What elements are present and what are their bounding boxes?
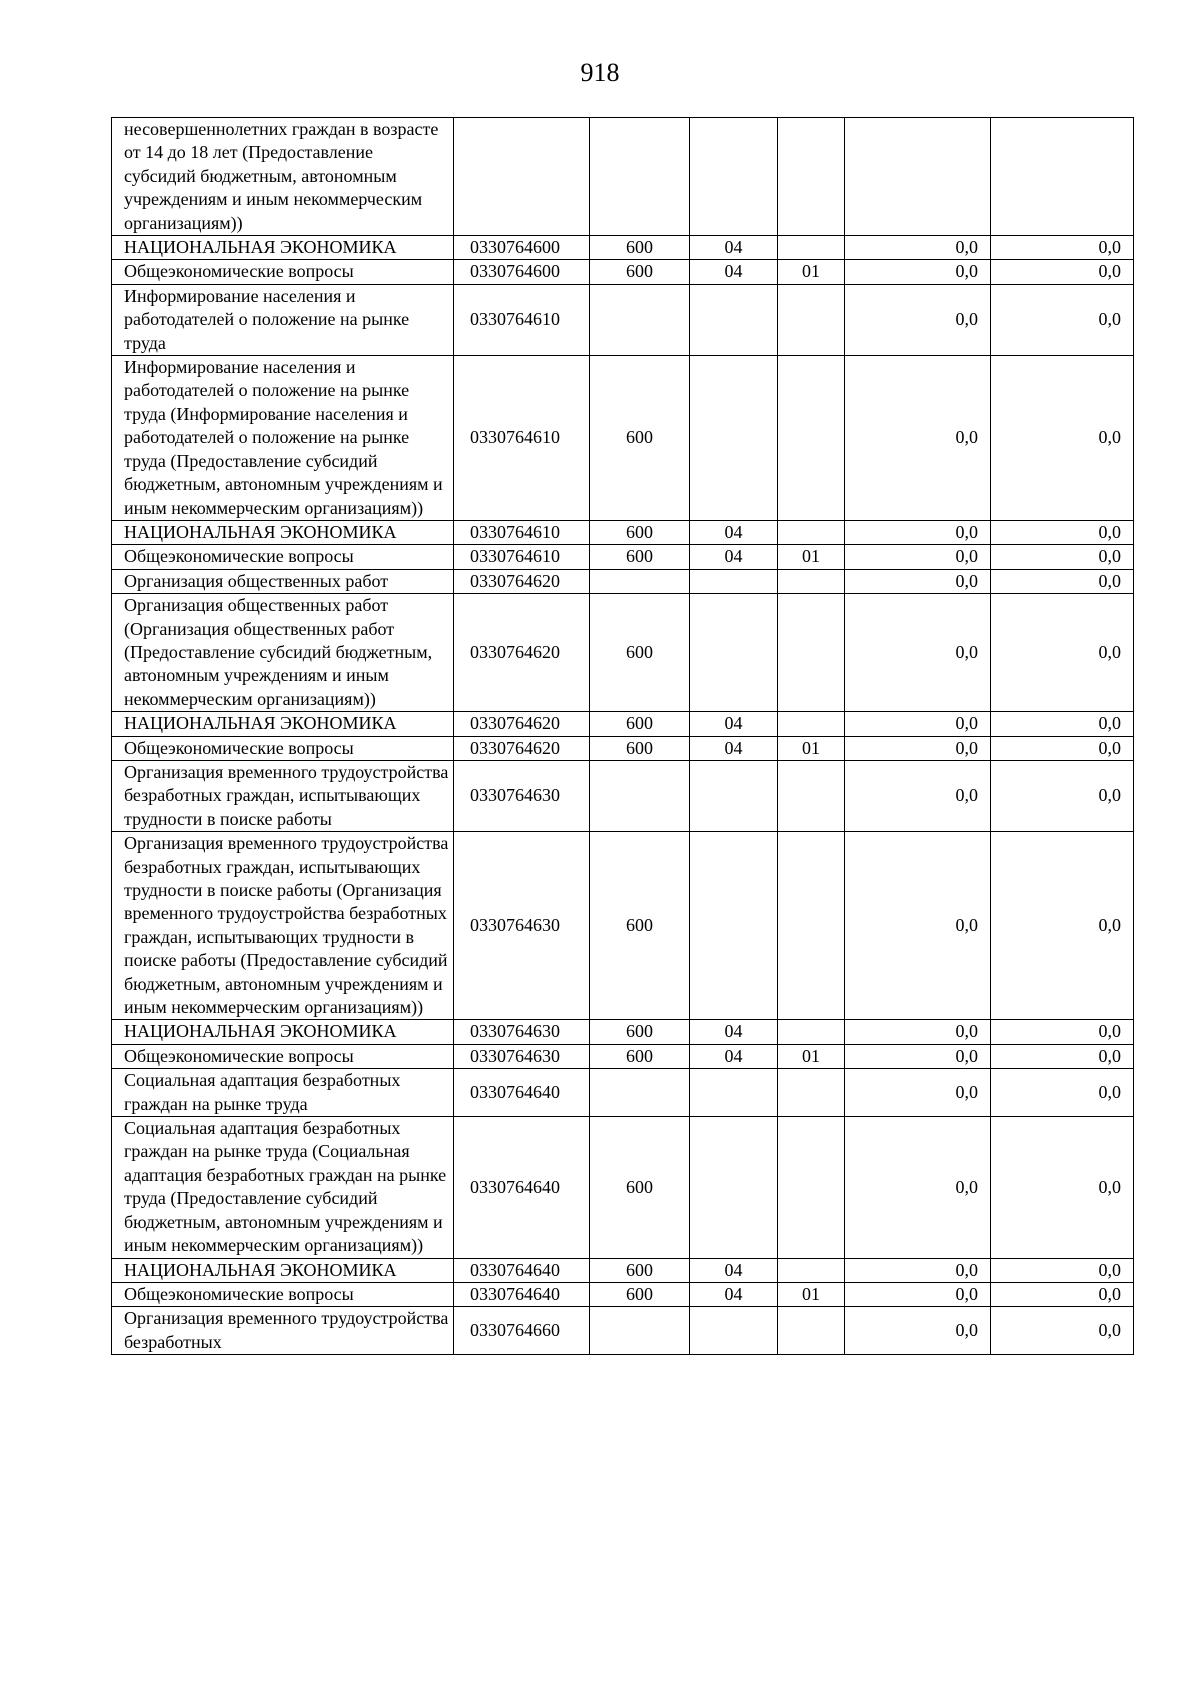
cell-amount-2: 0,0 (991, 1020, 1134, 1044)
cell-section (690, 760, 778, 831)
cell-amount-2: 0,0 (991, 569, 1134, 593)
cell-name: Организация общественных работ (Организация общественных работ (Предоставление субсидий бюджетным, автономным учреждениям и иным некоммерческим организациям)) (112, 594, 454, 712)
cell-amount-2: 0,0 (991, 1117, 1134, 1258)
cell-subsection (778, 1020, 845, 1044)
cell-name: Общеэкономические вопросы (112, 545, 454, 569)
table-row (112, 284, 1134, 355)
table-row (112, 1307, 1134, 1355)
cell-name: Информирование населения и работодателей о положение на рынке труда (Информирование населения и работодателей о положение на рынке труда (Предоставление субсидий бюджетным, автономным учреждениям и иным некоммерческим организациям)) (112, 356, 454, 521)
cell-target-code: 0330764640 (454, 1117, 590, 1258)
cell-section (690, 594, 778, 712)
cell-expense-type: 600 (590, 712, 690, 736)
cell-amount-1: 0,0 (845, 284, 991, 355)
cell-expense-type: 600 (590, 1282, 690, 1306)
cell-amount-2: 0,0 (991, 284, 1134, 355)
cell-amount-1: 0,0 (845, 832, 991, 1020)
cell-expense-type (590, 569, 690, 593)
table-row (112, 736, 1134, 760)
table-body (112, 118, 1134, 1355)
table-row (112, 236, 1134, 260)
cell-subsection: 01 (778, 736, 845, 760)
cell-amount-1: 0,0 (845, 545, 991, 569)
cell-amount-2: 0,0 (991, 236, 1134, 260)
cell-name: Социальная адаптация безработных граждан на рынке труда (112, 1069, 454, 1117)
budget-table (111, 117, 1134, 1355)
cell-subsection (778, 594, 845, 712)
cell-amount-1: 0,0 (845, 736, 991, 760)
cell-target-code: 0330764600 (454, 236, 590, 260)
cell-amount-1: 0,0 (845, 1307, 991, 1355)
cell-expense-type: 600 (590, 236, 690, 260)
cell-amount-2: 0,0 (991, 1044, 1134, 1068)
cell-name: Общеэкономические вопросы (112, 1044, 454, 1068)
cell-amount-1: 0,0 (845, 1117, 991, 1258)
cell-expense-type: 600 (590, 520, 690, 544)
cell-target-code: 0330764610 (454, 284, 590, 355)
cell-target-code: 0330764640 (454, 1069, 590, 1117)
page-number: 918 (580, 58, 620, 87)
cell-subsection (778, 1307, 845, 1355)
cell-target-code: 0330764630 (454, 760, 590, 831)
cell-amount-2: 0,0 (991, 356, 1134, 521)
cell-name: Общеэкономические вопросы (112, 736, 454, 760)
cell-expense-type: 600 (590, 545, 690, 569)
cell-target-code: 0330764640 (454, 1258, 590, 1282)
cell-amount-1 (845, 118, 991, 236)
cell-expense-type: 600 (590, 594, 690, 712)
table-row (112, 594, 1134, 712)
cell-section (690, 1307, 778, 1355)
cell-section: 04 (690, 712, 778, 736)
cell-name: НАЦИОНАЛЬНАЯ ЭКОНОМИКА (112, 1020, 454, 1044)
cell-expense-type (590, 1307, 690, 1355)
cell-section (690, 1117, 778, 1258)
cell-section (690, 832, 778, 1020)
cell-target-code: 0330764610 (454, 545, 590, 569)
cell-amount-2: 0,0 (991, 1258, 1134, 1282)
cell-target-code: 0330764620 (454, 594, 590, 712)
cell-expense-type: 600 (590, 736, 690, 760)
cell-target-code: 0330764610 (454, 520, 590, 544)
cell-target-code: 0330764620 (454, 569, 590, 593)
cell-amount-1: 0,0 (845, 520, 991, 544)
table-row (112, 712, 1134, 736)
cell-target-code: 0330764630 (454, 1044, 590, 1068)
table-row (112, 1044, 1134, 1068)
cell-section (690, 284, 778, 355)
cell-amount-2: 0,0 (991, 832, 1134, 1020)
cell-amount-1: 0,0 (845, 760, 991, 831)
cell-subsection (778, 832, 845, 1020)
cell-subsection (778, 118, 845, 236)
cell-amount-2: 0,0 (991, 1282, 1134, 1306)
cell-name: НАЦИОНАЛЬНАЯ ЭКОНОМИКА (112, 1258, 454, 1282)
cell-amount-2: 0,0 (991, 1069, 1134, 1117)
cell-amount-1: 0,0 (845, 1258, 991, 1282)
cell-name: Общеэкономические вопросы (112, 1282, 454, 1306)
cell-target-code: 0330764610 (454, 356, 590, 521)
cell-section (690, 118, 778, 236)
table-row (112, 545, 1134, 569)
cell-amount-1: 0,0 (845, 594, 991, 712)
table-row (112, 118, 1134, 236)
cell-subsection (778, 760, 845, 831)
cell-subsection: 01 (778, 545, 845, 569)
cell-amount-2: 0,0 (991, 594, 1134, 712)
cell-target-code: 0330764630 (454, 832, 590, 1020)
cell-target-code: 0330764620 (454, 712, 590, 736)
cell-section (690, 569, 778, 593)
cell-amount-1: 0,0 (845, 1069, 991, 1117)
cell-amount-1: 0,0 (845, 260, 991, 284)
cell-name: Организация временного трудоустройства безработных граждан, испытывающих трудности в поиске работы (Организация временного трудоустройства безработных граждан, испытывающих трудности в поиске работы (Предоставление субсидий бюджетным, автономным учреждениям и иным некоммерческим организациям)) (112, 832, 454, 1020)
cell-section: 04 (690, 236, 778, 260)
cell-target-code (454, 118, 590, 236)
cell-name: несовершеннолетних граждан в возрасте от 14 до 18 лет (Предоставление субсидий бюджетным, автономным учреждениям и иным некоммерческим организациям)) (112, 118, 454, 236)
cell-section: 04 (690, 1020, 778, 1044)
cell-name: Общеэкономические вопросы (112, 260, 454, 284)
cell-amount-1: 0,0 (845, 1020, 991, 1044)
cell-amount-2: 0,0 (991, 545, 1134, 569)
cell-expense-type (590, 284, 690, 355)
table-row (112, 260, 1134, 284)
cell-amount-2: 0,0 (991, 1307, 1134, 1355)
cell-amount-2 (991, 118, 1134, 236)
cell-name: НАЦИОНАЛЬНАЯ ЭКОНОМИКА (112, 236, 454, 260)
cell-subsection (778, 520, 845, 544)
cell-name: Организация временного трудоустройства безработных (112, 1307, 454, 1355)
cell-subsection: 01 (778, 1282, 845, 1306)
cell-subsection: 01 (778, 1044, 845, 1068)
cell-name: НАЦИОНАЛЬНАЯ ЭКОНОМИКА (112, 520, 454, 544)
table-row (112, 1020, 1134, 1044)
cell-section: 04 (690, 1044, 778, 1068)
cell-target-code: 0330764620 (454, 736, 590, 760)
cell-expense-type (590, 760, 690, 831)
cell-subsection (778, 712, 845, 736)
cell-amount-2: 0,0 (991, 736, 1134, 760)
cell-target-code: 0330764600 (454, 260, 590, 284)
cell-amount-1: 0,0 (845, 1282, 991, 1306)
cell-section (690, 356, 778, 521)
cell-section: 04 (690, 1258, 778, 1282)
table-row (112, 832, 1134, 1020)
cell-amount-1: 0,0 (845, 1044, 991, 1068)
table-row (112, 520, 1134, 544)
table-row (112, 1282, 1134, 1306)
cell-target-code: 0330764640 (454, 1282, 590, 1306)
cell-subsection (778, 569, 845, 593)
cell-amount-2: 0,0 (991, 712, 1134, 736)
cell-subsection (778, 1258, 845, 1282)
cell-expense-type: 600 (590, 1117, 690, 1258)
cell-amount-2: 0,0 (991, 520, 1134, 544)
cell-amount-1: 0,0 (845, 356, 991, 521)
cell-name: НАЦИОНАЛЬНАЯ ЭКОНОМИКА (112, 712, 454, 736)
cell-target-code: 0330764660 (454, 1307, 590, 1355)
cell-section: 04 (690, 545, 778, 569)
cell-amount-2: 0,0 (991, 760, 1134, 831)
cell-amount-1: 0,0 (845, 236, 991, 260)
cell-section: 04 (690, 520, 778, 544)
cell-subsection (778, 236, 845, 260)
cell-expense-type (590, 118, 690, 236)
cell-name: Социальная адаптация безработных граждан на рынке труда (Социальная адаптация безработных граждан на рынке труда (Предоставление субсидий бюджетным, автономным учреждениям и иным некоммерческим организациям)) (112, 1117, 454, 1258)
cell-section (690, 1069, 778, 1117)
cell-expense-type (590, 1069, 690, 1117)
cell-expense-type: 600 (590, 260, 690, 284)
cell-name: Организация временного трудоустройства безработных граждан, испытывающих трудности в поиске работы (112, 760, 454, 831)
cell-expense-type: 600 (590, 1258, 690, 1282)
cell-subsection (778, 1069, 845, 1117)
cell-target-code: 0330764630 (454, 1020, 590, 1044)
cell-subsection (778, 356, 845, 521)
cell-amount-2: 0,0 (991, 260, 1134, 284)
table-row (112, 1117, 1134, 1258)
cell-expense-type: 600 (590, 1044, 690, 1068)
cell-section: 04 (690, 736, 778, 760)
cell-subsection (778, 284, 845, 355)
table-row (112, 760, 1134, 831)
cell-expense-type: 600 (590, 832, 690, 1020)
cell-amount-1: 0,0 (845, 569, 991, 593)
cell-section: 04 (690, 260, 778, 284)
table-row (112, 1258, 1134, 1282)
table-row (112, 569, 1134, 593)
cell-subsection (778, 1117, 845, 1258)
cell-expense-type: 600 (590, 1020, 690, 1044)
cell-subsection: 01 (778, 260, 845, 284)
table-row (112, 356, 1134, 521)
cell-amount-1: 0,0 (845, 712, 991, 736)
cell-section: 04 (690, 1282, 778, 1306)
cell-expense-type: 600 (590, 356, 690, 521)
table-row (112, 1069, 1134, 1117)
cell-name: Информирование населения и работодателей о положение на рынке труда (112, 284, 454, 355)
cell-name: Организация общественных работ (112, 569, 454, 593)
